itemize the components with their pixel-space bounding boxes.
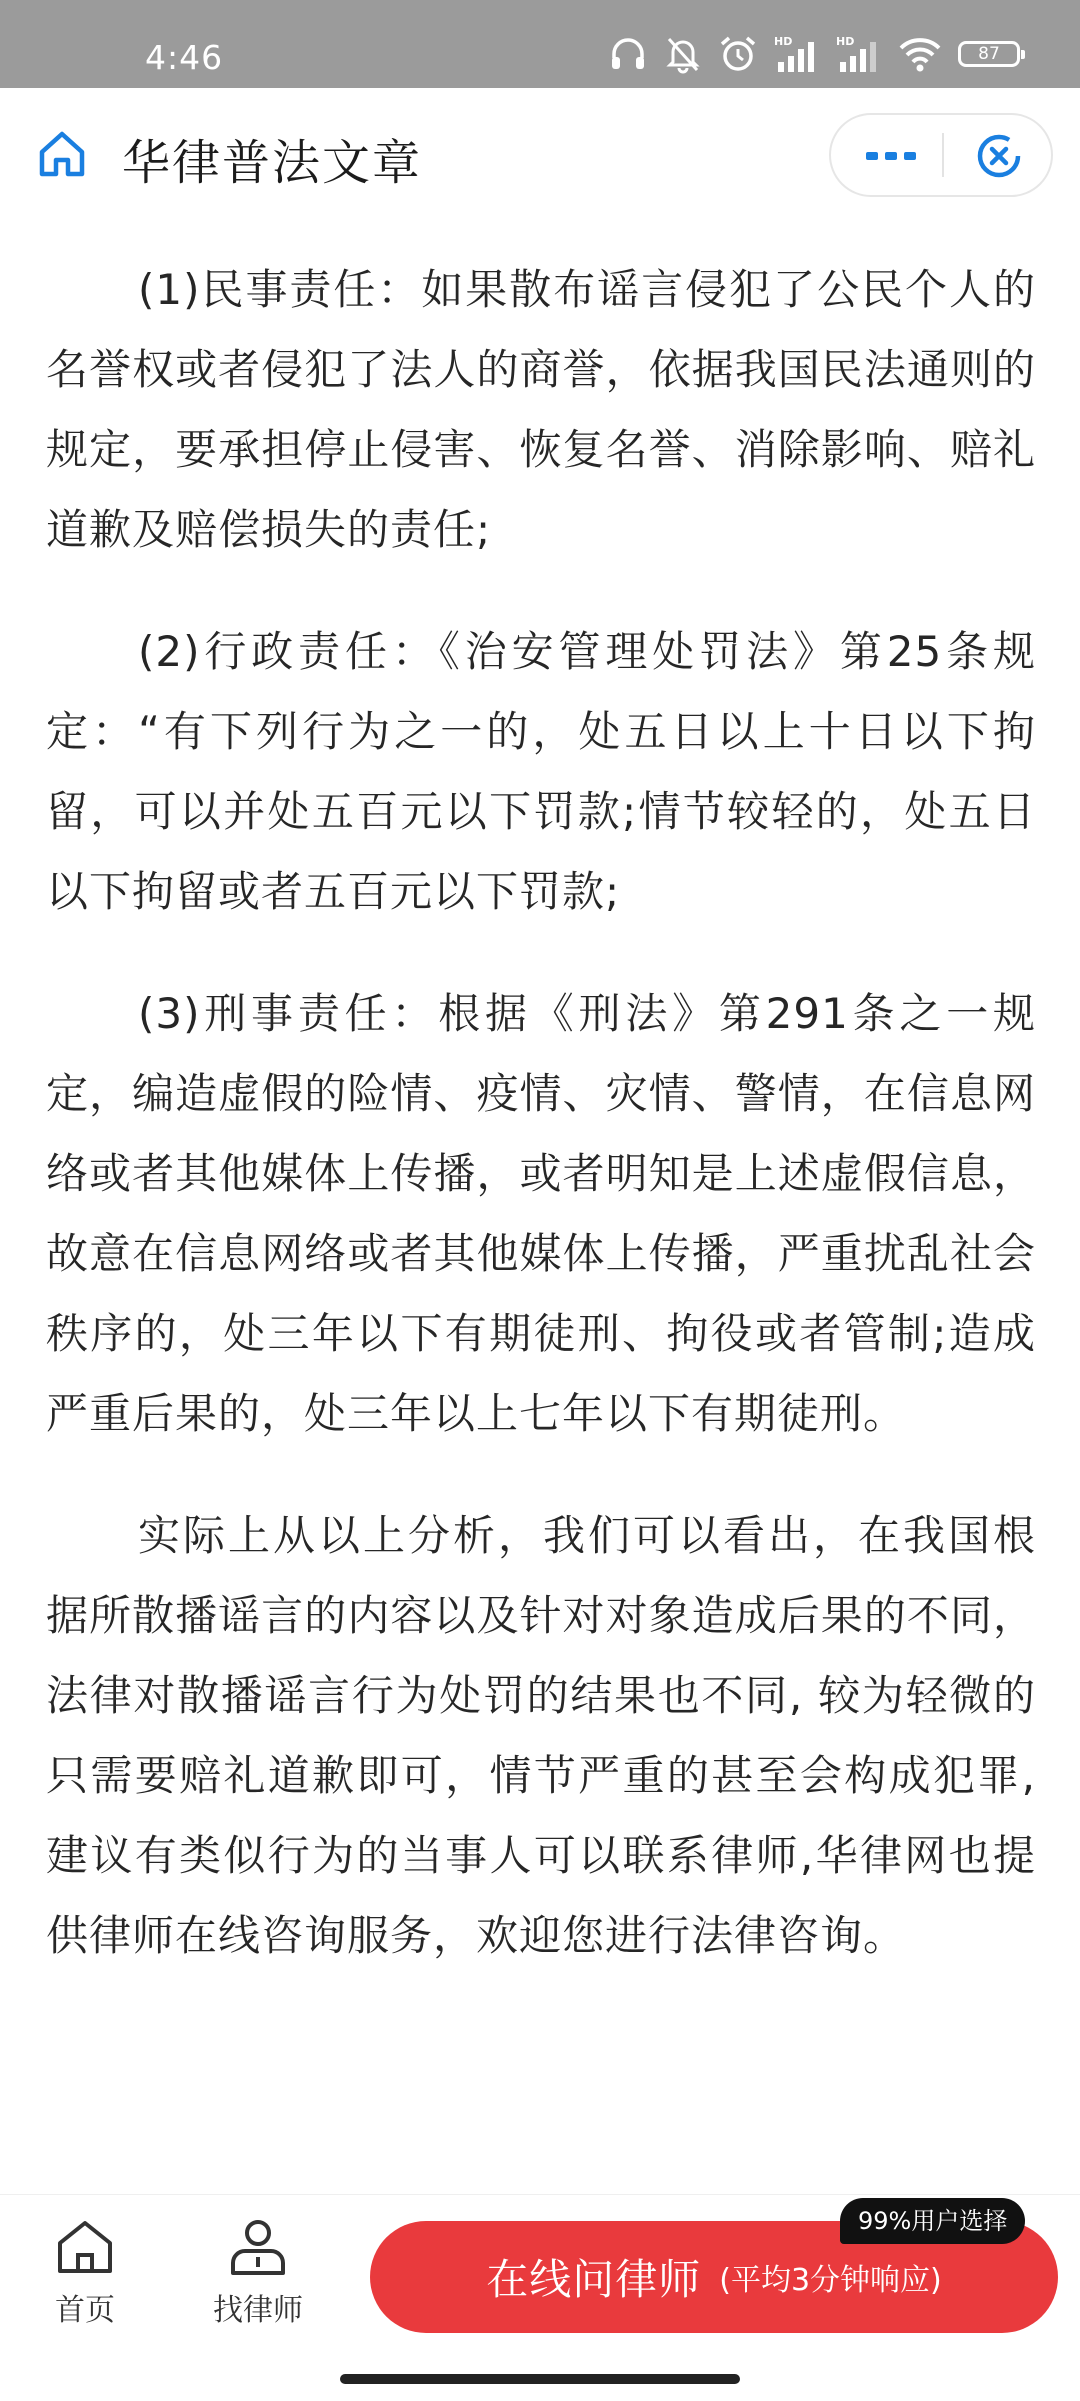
home-indicator[interactable] (340, 2374, 740, 2384)
nav-home-label: 首页 (55, 2293, 115, 2328)
cta-sub-label: (平均3分钟响应) (719, 2263, 942, 2298)
headphones-icon (608, 34, 648, 74)
alarm-icon (718, 34, 758, 74)
user-choice-badge: 99%用户选择 (840, 2198, 1025, 2244)
page-title: 华律普法文章 (122, 135, 423, 191)
article-paragraph: (3)刑事责任：根据《刑法》第291条之一规定，编造虚假的险情、疫情、灾情、警情，在信息网络或者其他媒体上传播，或者明知是上述虚假信息，故意在信息网络或者其他媒体上传播，严重扰乱社会秩序的，处三年以下有期徒刑、拘役或者管制;造成严重后果的，处三年以上七年以下有期徒刑。 (46, 989, 1036, 1438)
hd-signal-icon (836, 34, 882, 74)
more-dots-icon (864, 149, 918, 163)
battery-icon (958, 41, 1020, 67)
article-paragraph: 实际上从以上分析，我们可以看出，在我国根据所散播谣言的内容以及针对对象造成后果的不同，法律对散播谣言行为处罚的结果也不同, 较为轻微的只需要赔礼道歉即可，情节严重的甚至会构成犯罪, 建议有类似行为的当事人可以联系律师,华律网也提供律师在线咨询服务，欢迎您进行法律咨询。 (46, 1511, 1036, 1960)
svg-text:HD: HD (836, 35, 855, 48)
person-icon (227, 2217, 289, 2277)
nav-home[interactable] (25, 2217, 145, 2329)
more-button[interactable] (851, 129, 931, 183)
home-outline-icon (54, 2217, 116, 2277)
mute-bell-icon (664, 34, 702, 74)
article-paragraph: (1)民事责任：如果散布谣言侵犯了公民个人的名誉权或者侵犯了法人的商誉，依据我国民法通则的规定，要承担停止侵害、恢复名誉、消除影响、赔礼道歉及赔偿损失的责任; (46, 265, 1036, 554)
article-body (46, 250, 1036, 2018)
capsule-divider (942, 133, 944, 177)
status-time: 4:46 (145, 38, 224, 77)
status-bar (0, 0, 1080, 88)
hd-signal-icon (774, 34, 820, 74)
svg-text:HD: HD (774, 35, 793, 48)
article-paragraph: (2)行政责任：《治安管理处罚法》第25条规定：“有下列行为之一的，处五日以上十日以下拘留，可以并处五百元以下罚款;情节较轻的，处五日以下拘留或者五百元以下罚款; (46, 627, 1036, 916)
wifi-icon (898, 34, 942, 74)
nav-find-lawyer[interactable] (198, 2217, 318, 2329)
mini-program-capsule (829, 113, 1053, 197)
close-button[interactable] (959, 129, 1039, 183)
nav-find-lawyer-label: 找律师 (213, 2293, 303, 2328)
cta-main-label: 在线问律师 (486, 2255, 702, 2304)
app-header (0, 88, 1080, 224)
battery-level: 87 (978, 44, 1000, 64)
close-target-icon (974, 131, 1024, 181)
status-icons (608, 34, 1020, 74)
home-icon[interactable] (36, 128, 88, 180)
